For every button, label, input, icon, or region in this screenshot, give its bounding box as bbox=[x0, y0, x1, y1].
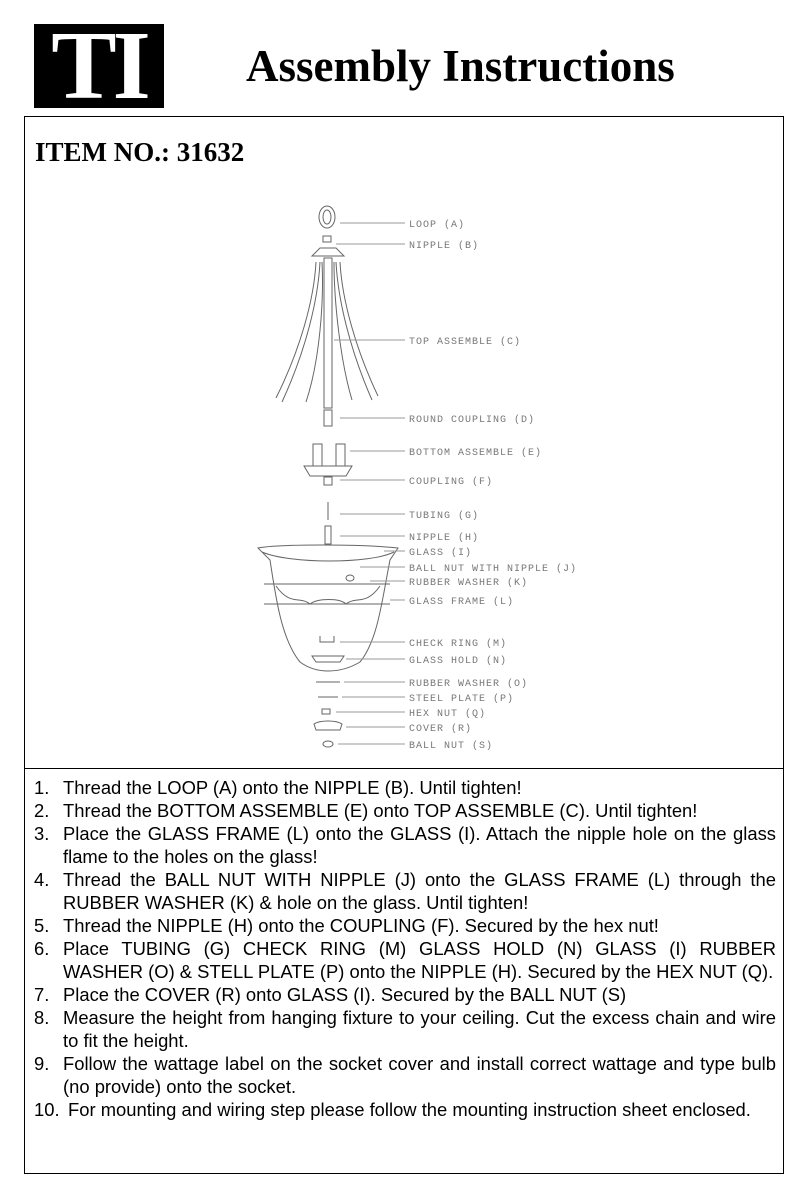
instruction-step bbox=[34, 914, 776, 937]
part-label-p: STEEL PLATE (P) bbox=[409, 694, 515, 705]
step-number: 9. bbox=[34, 1053, 50, 1074]
instruction-step bbox=[34, 1006, 776, 1052]
step-number: 1. bbox=[34, 777, 50, 798]
page-title: Assembly Instructions bbox=[246, 41, 675, 91]
step-text: Thread the NIPPLE (H) onto the COUPLING (F). Secured by the hex nut! bbox=[63, 915, 659, 936]
part-label-r: COVER (R) bbox=[409, 724, 473, 735]
fixture-drawing bbox=[250, 200, 590, 760]
instruction-step bbox=[34, 983, 776, 1006]
part-label-c: TOP ASSEMBLE (C) bbox=[409, 337, 522, 348]
brand-logo bbox=[34, 12, 164, 120]
step-number: 8. bbox=[34, 1007, 50, 1028]
step-text: Place the GLASS FRAME (L) onto the GLASS (I). Attach the nipple hole on the glass flame to the holes on the glass! bbox=[63, 823, 776, 867]
instruction-step bbox=[34, 799, 776, 822]
step-text: Thread the BALL NUT WITH NIPPLE (J) onto the GLASS FRAME (L) through the RUBBER WASHER (K) & hole on the glass. Until tighten! bbox=[63, 869, 776, 913]
instruction-step bbox=[34, 868, 776, 914]
item-number bbox=[35, 136, 244, 168]
item-label: ITEM NO.: bbox=[35, 137, 170, 167]
part-label-d: ROUND COUPLING (D) bbox=[409, 415, 536, 426]
part-label-e: BOTTOM ASSEMBLE (E) bbox=[409, 448, 543, 459]
part-label-h: NIPPLE (H) bbox=[409, 533, 480, 544]
instruction-step bbox=[34, 822, 776, 868]
step-text: Measure the height from hanging fixture to your ceiling. Cut the excess chain and wire to fit the height. bbox=[63, 1007, 776, 1051]
part-label-f: COUPLING (F) bbox=[409, 477, 494, 488]
part-label-k: RUBBER WASHER (K) bbox=[409, 578, 529, 589]
step-number: 10. bbox=[34, 1099, 60, 1120]
part-label-m: CHECK RING (M) bbox=[409, 639, 508, 650]
step-text: Thread the LOOP (A) onto the NIPPLE (B). Until tighten! bbox=[63, 777, 522, 798]
instruction-step bbox=[34, 1052, 776, 1098]
part-label-l: GLASS FRAME (L) bbox=[409, 597, 515, 608]
step-text: Thread the BOTTOM ASSEMBLE (E) onto TOP ASSEMBLE (C). Until tighten! bbox=[63, 800, 698, 821]
part-label-a: LOOP (A) bbox=[409, 220, 466, 231]
step-text: For mounting and wiring step please follow the mounting instruction sheet enclosed. bbox=[68, 1099, 751, 1120]
instruction-list bbox=[34, 776, 776, 1121]
step-number: 2. bbox=[34, 800, 50, 821]
step-number: 5. bbox=[34, 915, 50, 936]
part-label-j: BALL NUT WITH NIPPLE (J) bbox=[409, 564, 578, 575]
instruction-step bbox=[34, 1098, 776, 1121]
exploded-diagram bbox=[250, 200, 590, 760]
part-label-i: GLASS (I) bbox=[409, 548, 473, 559]
instruction-step bbox=[34, 776, 776, 799]
step-number: 7. bbox=[34, 984, 50, 1005]
item-value: 31632 bbox=[176, 137, 245, 167]
part-label-s: BALL NUT (S) bbox=[409, 741, 494, 752]
step-number: 4. bbox=[34, 869, 50, 890]
step-text: Place TUBING (G) CHECK RING (M) GLASS HOLD (N) GLASS (I) RUBBER WASHER (O) & STELL PLATE (P) onto the NIPPLE (H). Secured by the HEX NUT (Q). bbox=[63, 938, 776, 982]
part-label-g: TUBING (G) bbox=[409, 511, 480, 522]
part-label-n: GLASS HOLD (N) bbox=[409, 656, 508, 667]
step-number: 6. bbox=[34, 938, 50, 959]
instruction-step bbox=[34, 937, 776, 983]
part-label-b: NIPPLE (B) bbox=[409, 241, 480, 252]
logo-text: TI bbox=[51, 12, 147, 120]
part-label-o: RUBBER WASHER (O) bbox=[409, 679, 529, 690]
section-divider bbox=[24, 768, 784, 769]
part-label-q: HEX NUT (Q) bbox=[409, 709, 487, 720]
step-text: Follow the wattage label on the socket cover and install correct wattage and type bulb (no provide) onto the socket. bbox=[63, 1053, 776, 1097]
step-text: Place the COVER (R) onto GLASS (I). Secured by the BALL NUT (S) bbox=[63, 984, 627, 1005]
step-number: 3. bbox=[34, 823, 50, 844]
